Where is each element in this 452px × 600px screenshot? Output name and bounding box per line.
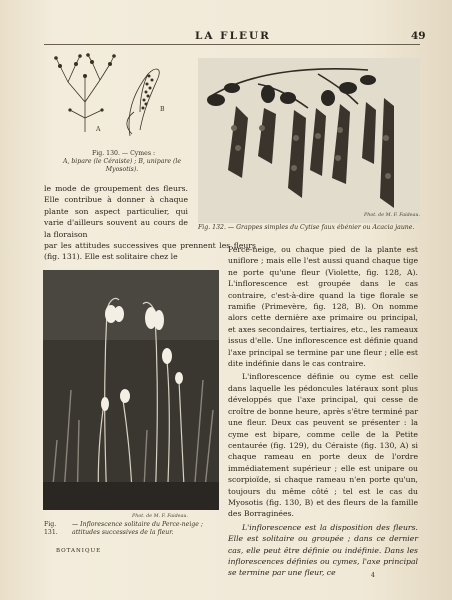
fig132-credit: Phot. de M. F. Faideau. — [364, 213, 420, 218]
paragraph-cyme: L'inflorescence définie ou cyme est celle dans laquelle les pédoncules latéraux sont plus développés que l'axe principal, qui cesse de croître de bonne heure, après s'être terminé par une fleur. Deux cas peuvent se présenter : la cyme est bipare, comme celle de la Petite centaurée (fig. 129), du Céraiste (fig. 130, A) si chaque rameau en porte deux de l'ordre immédiatement supérieur ; elle est unipare ou scorpioïde, si chaque rameau n'en porte qu'un, toujours du même côté ; tel est le cas du Myosotis (fig. 130, B) et des fleurs de la famille des Borraginées. — [228, 372, 418, 519]
fig130-label-a: A — [96, 126, 101, 133]
paragraph-summary: L'inflorescence est la disposition des fleurs. Elle est solitaire ou groupée ; dans ce dernier cas, elle peut être définie ou indéfinie. Dans les inflorescences définies ou cymes, l'axe principal se termine par une fleur, ce — [228, 522, 418, 578]
fig131-caption-number: Fig. 131. — [44, 521, 58, 536]
fig131-credit: Phot. de M. F. Faideau. — [132, 514, 188, 519]
fig130-label-b: B — [160, 106, 165, 113]
fig132-caption: Fig. 132. — Grappes simples du Cytise faux ébénier ou Acacia jaune. — [198, 224, 415, 231]
fig132-photo — [198, 58, 420, 223]
fig131-caption-text: — Inflorescence solitaire du Perce-neige ; attitudes successives de la fleur. — [72, 521, 203, 536]
body-text-col1-wide: par les attitudes successives que prennent les fleurs (fig. 131). Elle est solitaire chez le — [44, 241, 256, 262]
fig130-drawing — [48, 52, 173, 148]
fig130-caption-number: Fig. 130. — Cymes : — [92, 150, 156, 157]
page-number: 49 — [411, 30, 426, 42]
header-rule — [44, 44, 420, 45]
body-text-col2 — [228, 244, 418, 579]
fig131-photo — [43, 270, 219, 510]
gathering-mark: 4 — [371, 572, 375, 579]
signature-mark: BOTANIQUE — [56, 548, 102, 554]
paragraph-inflorescence-types: Perce-neige, ou chaque pied de la plante est uniflore ; mais elle l'est aussi quand chaque tige ne porte qu'une fleur (Violette, fig. 128, A). L'inflorescence est groupée dans le cas contraire, c'est-à-dire quand la tige florale se ramifie (Primevère, fig. 128, B). On nomme alors cette dernière axe primaire ou principal, et axes secondaires, tertiaires, etc., les rameaux issus d'elle. Une inflorescence est définie quand l'axe principal se termine par une fleur ; elle est dite indéfinie dans le cas contraire. — [228, 245, 418, 369]
running-header: LA FLEUR — [195, 30, 271, 42]
fig130-caption-text: A, bipare (le Céraiste) ; B, unipare (le Myosotis). — [62, 158, 182, 173]
body-text-col1: le mode de groupement des fleurs. Elle contribue à donner à chaque plante son aspect particulier, qui varie d'ailleurs souvent au cours de la floraison — [44, 184, 188, 239]
